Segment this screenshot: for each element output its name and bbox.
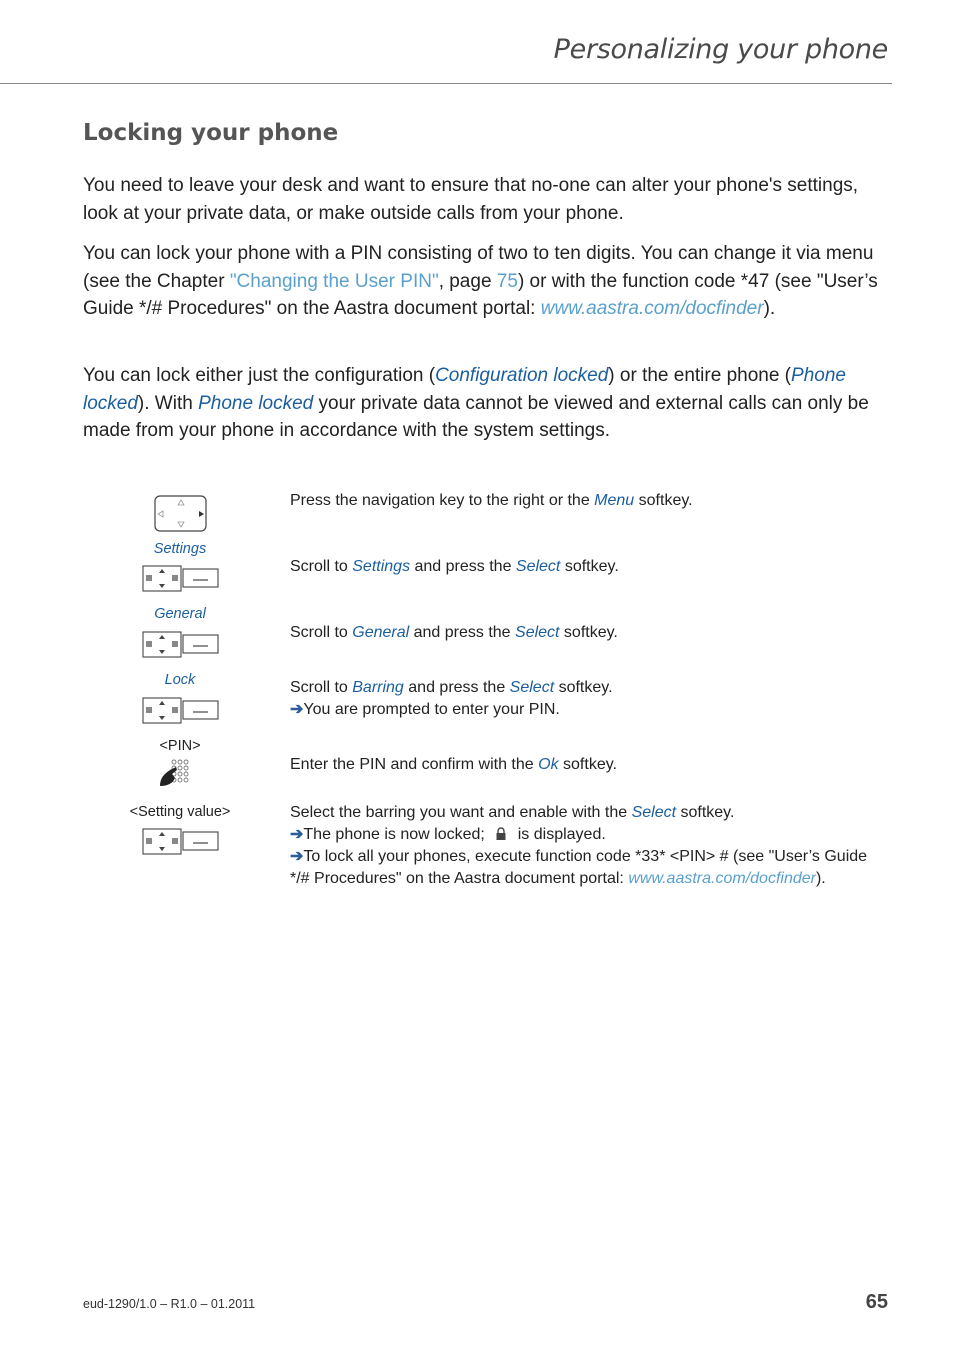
text-run: Scroll to	[290, 558, 353, 575]
navigation-softkey-icon	[142, 565, 220, 593]
text-run: your private data cannot be viewed and external calls can only be made from your phone in accordance with the system settings.	[83, 392, 869, 441]
step-3-text	[290, 622, 880, 644]
text-run: , page	[438, 270, 497, 292]
docfinder-link[interactable]: www.aastra.com/docfinder	[628, 870, 816, 887]
text-run: Scroll to	[290, 624, 353, 641]
step-4-text	[290, 677, 880, 721]
text-run: Enter the PIN and confirm with the	[290, 756, 539, 773]
step-label-settings: Settings	[153, 541, 207, 557]
keypad-hand-icon	[158, 758, 194, 788]
step-label-lock: Lock	[164, 672, 196, 688]
text-run: and press the	[410, 558, 516, 575]
select-term: Select	[631, 804, 677, 821]
text-run: softkey.	[634, 492, 693, 509]
step-5-text	[290, 754, 880, 776]
menu-term: Menu	[594, 492, 635, 509]
docfinder-link[interactable]: www.aastra.com/docfinder	[540, 298, 764, 319]
text-run: and press the	[409, 624, 516, 641]
navigation-softkey-icon	[142, 631, 220, 659]
step-1-text	[290, 490, 880, 512]
step-label-setting-value: <Setting value>	[129, 804, 231, 820]
result-text: ).	[815, 870, 826, 887]
page-title: Locking your phone	[83, 120, 339, 146]
section-title: Personalizing your phone	[553, 34, 888, 65]
config-locked-term: Configuration locked	[435, 365, 609, 386]
chapter-link[interactable]: "Changing the User PIN"	[229, 270, 439, 292]
ok-term: Ok	[538, 756, 559, 773]
text-run: and press the	[403, 679, 510, 696]
select-term: Select	[515, 558, 561, 575]
text-run: softkey.	[676, 804, 735, 821]
pin-paragraph	[83, 240, 883, 323]
header-rule	[0, 83, 892, 84]
navigation-key-icon	[154, 495, 208, 533]
intro-paragraph: You need to leave your desk and want to ensure that no-one can alter your phone's settings, look at your private data, or make outside calls from your phone.	[83, 175, 859, 224]
step-6-text	[290, 802, 880, 890]
text-run: ) or with the function code *47 (see "User’s Guide */# Procedures" on the Aastra document portal:	[83, 270, 878, 319]
general-term: General	[352, 624, 410, 641]
result-text: You are prompted to enter your PIN.	[303, 701, 560, 718]
text-run: ). With	[137, 392, 199, 414]
navigation-softkey-icon	[142, 828, 220, 856]
barring-term: Barring	[352, 679, 404, 696]
text-run: ).	[763, 298, 776, 319]
page-link[interactable]: 75	[496, 270, 518, 292]
step-label-pin: <PIN>	[159, 738, 201, 754]
result-text: To lock all your phones, execute function code *33* <PIN> # (see "User’s Guide */# Procedures" on the Aastra document portal:	[290, 848, 868, 887]
select-term: Select	[515, 624, 560, 641]
text-run: softkey.	[560, 558, 619, 575]
step-label-general: General	[154, 606, 206, 622]
result-arrow-icon: ➔	[290, 701, 304, 718]
navigation-softkey-icon	[142, 697, 220, 725]
lock-icon	[494, 827, 508, 841]
document-id: eud-1290/1.0 – R1.0 – 01.2011	[83, 1297, 256, 1311]
phone-locked-term: Phone locked	[198, 392, 314, 414]
text-run: Press the navigation key to the right or the	[290, 492, 595, 509]
text-run: Scroll to	[290, 679, 353, 696]
text-run: ) or the entire phone (	[608, 365, 792, 386]
result-text: is displayed.	[513, 826, 606, 843]
select-term: Select	[509, 679, 555, 696]
result-arrow-icon: ➔	[290, 826, 304, 843]
lock-options-paragraph	[83, 362, 883, 445]
text-run: Select the barring you want and enable with the	[290, 804, 632, 821]
step-2-text	[290, 556, 880, 578]
page-number: 65	[865, 1291, 888, 1313]
phone-locked-term: Phone locked	[83, 365, 846, 414]
result-text: The phone is now locked;	[303, 826, 490, 843]
text-run: You can lock either just the configuration (	[83, 365, 436, 386]
text-run: You can lock your phone with a PIN consisting of two to ten digits. You can change it via menu (see the Chapter	[83, 243, 874, 292]
text-run: softkey.	[554, 679, 613, 696]
text-run: softkey.	[558, 756, 617, 773]
text-run: softkey.	[559, 624, 618, 641]
settings-term: Settings	[352, 558, 411, 575]
result-arrow-icon: ➔	[290, 848, 304, 865]
